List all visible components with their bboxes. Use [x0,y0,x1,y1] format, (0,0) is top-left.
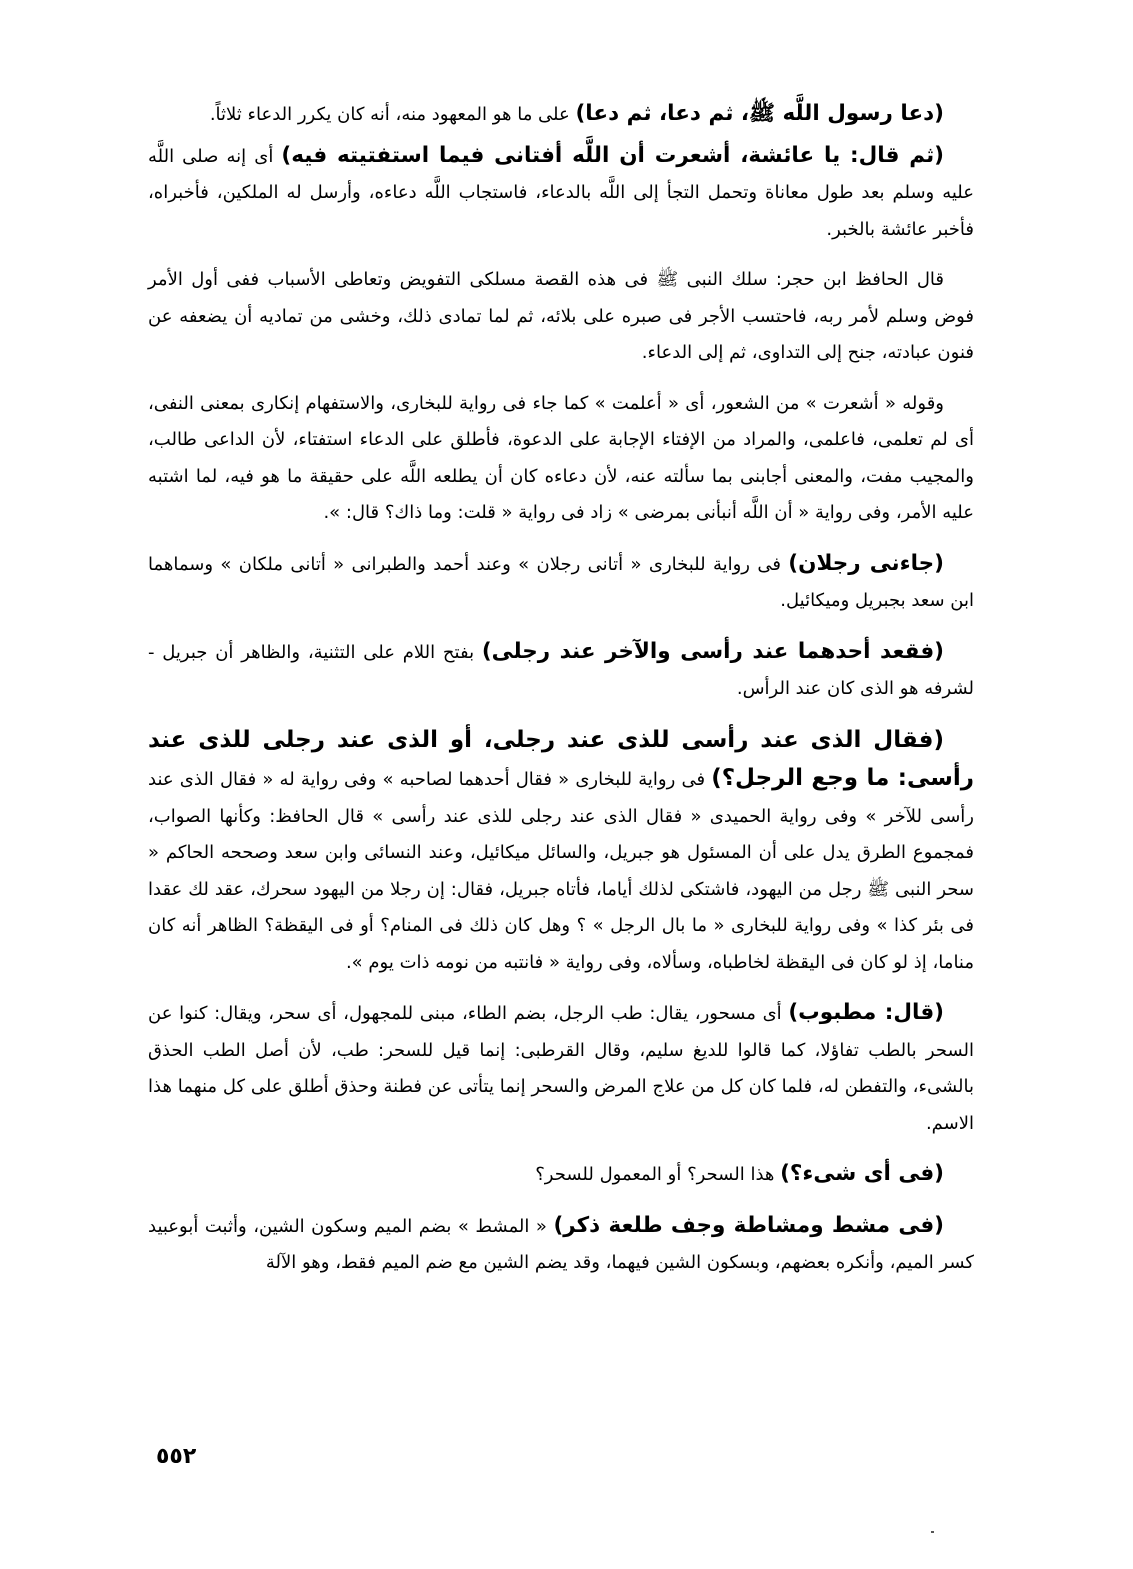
paragraph-1-highlight: (دعا رسول اللَّه ﷺ، ثم دعا، ثم دعا) [575,101,944,126]
paragraph-1 [148,96,974,134]
paragraph-3 [148,262,974,372]
paragraph-8 [148,995,974,1142]
paragraph-6 [148,634,974,708]
paragraph-7 [148,722,974,982]
paragraph-2-highlight: (ثم قال: يا عائشة، أشعرت أن اللَّه أفتانى فيما استفتيته فيه) [281,142,944,168]
paragraph-9 [148,1156,974,1194]
paragraph-5-highlight: (جاءنى رجلان) [788,550,944,576]
page-number: ٥٥٢ [156,1444,197,1469]
paragraph-6-text: بفتح اللام على التثنية، والظاهر أن جبريل - لشرفه هو الذى كان عند الرأس. [148,641,974,699]
paragraph-5-text: فى رواية للبخارى « أتانى رجلان » وعند أحمد والطبرانى « أتانى ملكان » وسماهما ابن سعد بجبريل وميكائيل. [148,553,974,611]
paragraph-7-text: فى رواية للبخارى « فقال أحدهما لصاحبه » وفى رواية له « فقال الذى عند رأسى للآخر » وفى رواية الحميدى « فقال الذى عند رجلى للذى عند رأسى » قال الحافظ: وكأنها الصواب، فمجموع الطرق يدل على أن المسئول هو جبريل، والسائل ميكائيل، وعند النسائى وابن سعد وصححه الحاكم « سحر النبى ﷺ رجل من اليهود، فاشتكى لذلك أياما، فأتاه جبريل، فقال: إن رجلا من اليهود سحرك، عقد لك عقدا فى بئر كذا » وفى رواية للبخارى « ما بال الرجل » ؟ وهل كان ذلك فى المنام؟ أو فى اليقظة؟ الظاهر أنه كان مناما، إذ لو كان فى اليقظة لخاطباه، وسألاه، وفى رواية « فانتبه من نومه ذات يوم ». [148,769,974,973]
paragraph-8-text: أى مسحور، يقال: طب الرجل، بضم الطاء، مبنى للمجهول، أى سحر، ويقال: كنوا عن السحر بالطب تفاؤلا، كما قالوا للديغ سليم، وقال القرطبى: إنما قيل للسحر: طب، لأن أصل الطب الحذق بالشىء، والتفطن له، فلما كان كل من علاج المرض والسحر إنما يتأتى عن فطنة وحذق أطلق على كل منهما هذا الاسم. [148,1003,974,1134]
paragraph-3-text: قال الحافظ ابن حجر: سلك النبى ﷺ فى هذه القصة مسلكى التفويض وتعاطى الأسباب ففى أول الأمر فوض وسلم لأمر ربه، فاحتسب الأجر فى صبره على بلائه، ثم لما تمادى ذلك، وخشى من تماديه أن يضعفه عن فنون عبادته، جنح إلى التداوى، ثم إلى الدعاء. [148,269,974,363]
paragraph-1-text: على ما هو المعهود منه، أنه كان يكرر الدعاء ثلاثاً. [209,104,576,125]
paragraph-9-highlight: (فى أى شىء؟) [780,1161,944,1186]
paragraph-10-highlight: (فى مشط ومشاطة وجف طلعة ذكر) [553,1212,944,1238]
paragraph-2-text: أى إنه صلى اللَّه عليه وسلم بعد طول معاناة وتحمل التجأ إلى اللَّه بالدعاء، فاستجاب اللَّه دعاءه، وأرسل له الملكين، فأخبراه، فأخبر عائشة بالخبر. [148,145,974,240]
scan-speck [931,1531,934,1533]
paragraph-8-highlight: (قال: مطبوب) [788,1000,944,1025]
paragraph-4 [148,386,974,532]
paragraph-7-highlight: (فقال الذى عند رأسى للذى عند رجلى، أو الذى عند رجلى للذى عند رأسى: ما وجع الرجل؟) [148,726,974,791]
paragraph-6-highlight: (فقعد أحدهما عند رأسى والآخر عند رجلى) [481,638,944,664]
page-body [148,96,974,1296]
paragraph-5 [148,546,974,620]
paragraph-4-text: وقوله « أشعرت » من الشعور، أى « أعلمت » كما جاء فى رواية للبخارى، والاستفهام إنكارى بمعنى النفى، أى لم تعلمى، فاعلمى، والمراد من الإفتاء الإجابة على الدعوة، فأطلق على الدعاء استفتاء، لأن الداعى طالب، والمجيب مفت، والمعنى أجابنى بما سألته عنه، لأن دعاءه كان أن يطلعه اللَّه على حقيقة ما هو فيه، لما اشتبه عليه الأمر، وفى رواية « أن اللَّه أنبأنى بمرضى » زاد فى رواية « قلت: وما ذاك؟ قال: ». [148,392,974,523]
paragraph-10 [148,1208,974,1282]
paragraph-10-text: « المشط » بضم الميم وسكون الشين، وأثبت أبوعبيد كسر الميم، وأنكره بعضهم، وبسكون الشين فيهما، وقد يضم الشين مع ضم الميم فقط، وهو الآلة [148,1215,974,1273]
paragraph-2 [148,138,974,249]
paragraph-9-text: هذا السحر؟ أو المعمول للسحر؟ [535,1164,781,1185]
